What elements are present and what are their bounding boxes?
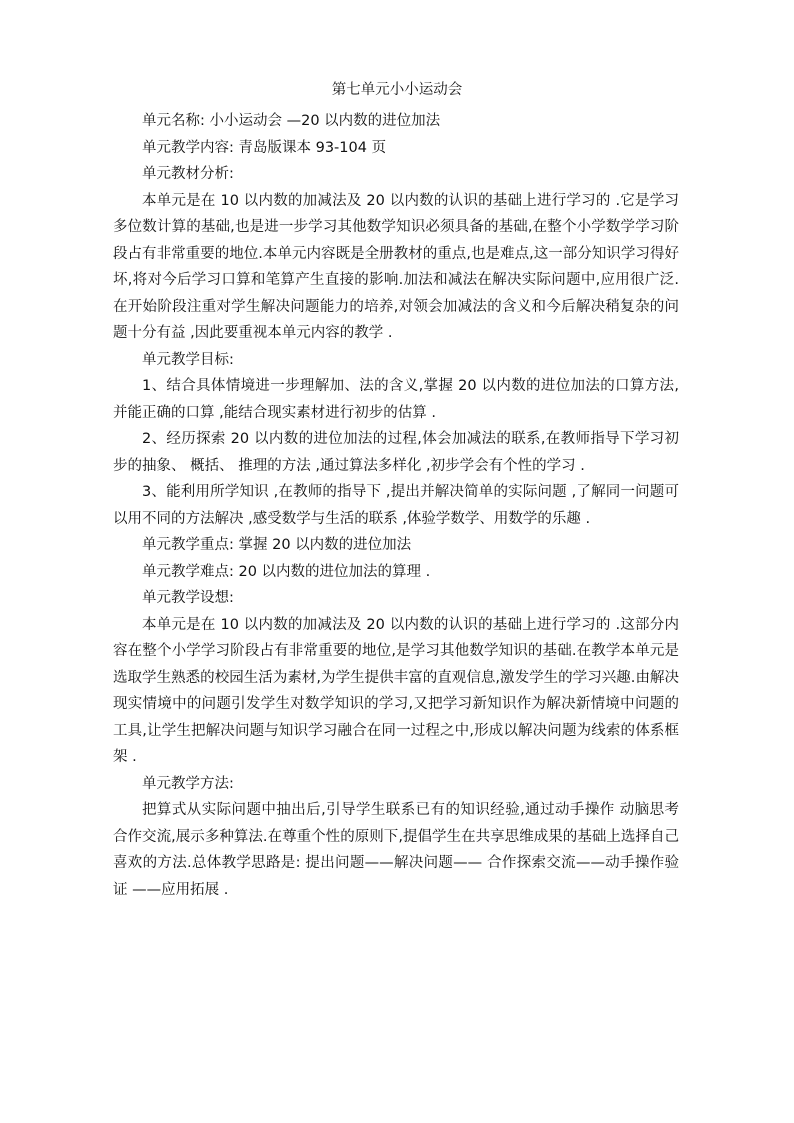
goal-item-1: 1、结合具体情境进一步理解加、法的含义,掌握 20 以内数的进位加法的口算方法,并能正确的口算 ,能结合现实素材进行初步的估算 .: [113, 378, 679, 421]
design-heading: 单元教学设想:: [142, 590, 234, 606]
document-body: [113, 108, 679, 903]
design-paragraph: 本单元是在 10 以内数的加减法及 20 以内数的认识的基础上进行学习的 .这部分内容在整个小学学习阶段占有非常重要的地位,是学习其他数学知识的基础.在教学本单元是选取学生熟悉的校园生活为素材,为学生提供丰富的直观信息,激发学生的学习兴趣.由解决现实情境中的问题引发学生对数学知识的学习,又把学习新知识作为解决新情境中问题的工具,让学生把解决问题与知识学习融合在同一过程之中,形成以解决问题为线索的体系框架 .: [113, 616, 679, 765]
analysis-heading: 单元教材分析:: [142, 166, 234, 182]
goal-item-3: 3、能利用所学知识 ,在教师的指导下 ,提出并解决简单的实际问题 ,了解同一问题可以用不同的方法解决 ,感受数学与生活的联系 ,体验学数学、用数学的乐趣 .: [113, 484, 679, 527]
unit-content: 单元教学内容: 青岛版课本 93-104 页: [142, 139, 387, 156]
difficulty: 单元教学难点: 20 以内数的进位加法的算理 .: [142, 563, 431, 580]
goals-heading: 单元教学目标:: [142, 351, 234, 368]
key-point: 单元教学重点: 掌握 20 以内数的进位加法: [142, 537, 412, 553]
method-paragraph: 把算式从实际问题中抽出后,引导学生联系已有的知识经验,通过动手操作 动脑思考 合作交流,展示多种算法.在尊重个性的原则下,提倡学生在共享思维成果的基础上选择自己喜欢的方法.总体教学思路是: 提出问题——解决问题—— 合作探索交流——动手操作验证 ——应用拓展 .: [113, 802, 679, 898]
goal-item-2: 2、经历探索 20 以内数的进位加法的过程,体会加减法的联系,在教师指导下学习初步的抽象、 概括、 推理的方法 ,通过算法多样化 ,初步学会有个性的学习 .: [113, 431, 679, 474]
unit-name: 单元名称: 小小运动会 —20 以内数的进位加法: [142, 113, 441, 129]
method-heading: 单元教学方法:: [142, 775, 234, 792]
analysis-paragraph: 本单元是在 10 以内数的加减法及 20 以内数的认识的基础上进行学习的 .它是学习多位数计算的基础,也是进一步学习其他数学知识必须具备的基础,在整个小学数学学习阶段占有非常重要的地位.本单元内容既是全册教材的重点,也是难点,这一部分知识学习得好坏,将对今后学习口算和笔算产生直接的影响.加法和减法在解决实际问题中,应用很广泛.在开始阶段注重对学生解决问题能力的培养,对领会加减法的含义和今后解决稍复杂的问题十分有益 ,因此要重视本单元内容的教学 .: [113, 192, 679, 341]
document-title: 第七单元小小运动会: [331, 82, 463, 98]
